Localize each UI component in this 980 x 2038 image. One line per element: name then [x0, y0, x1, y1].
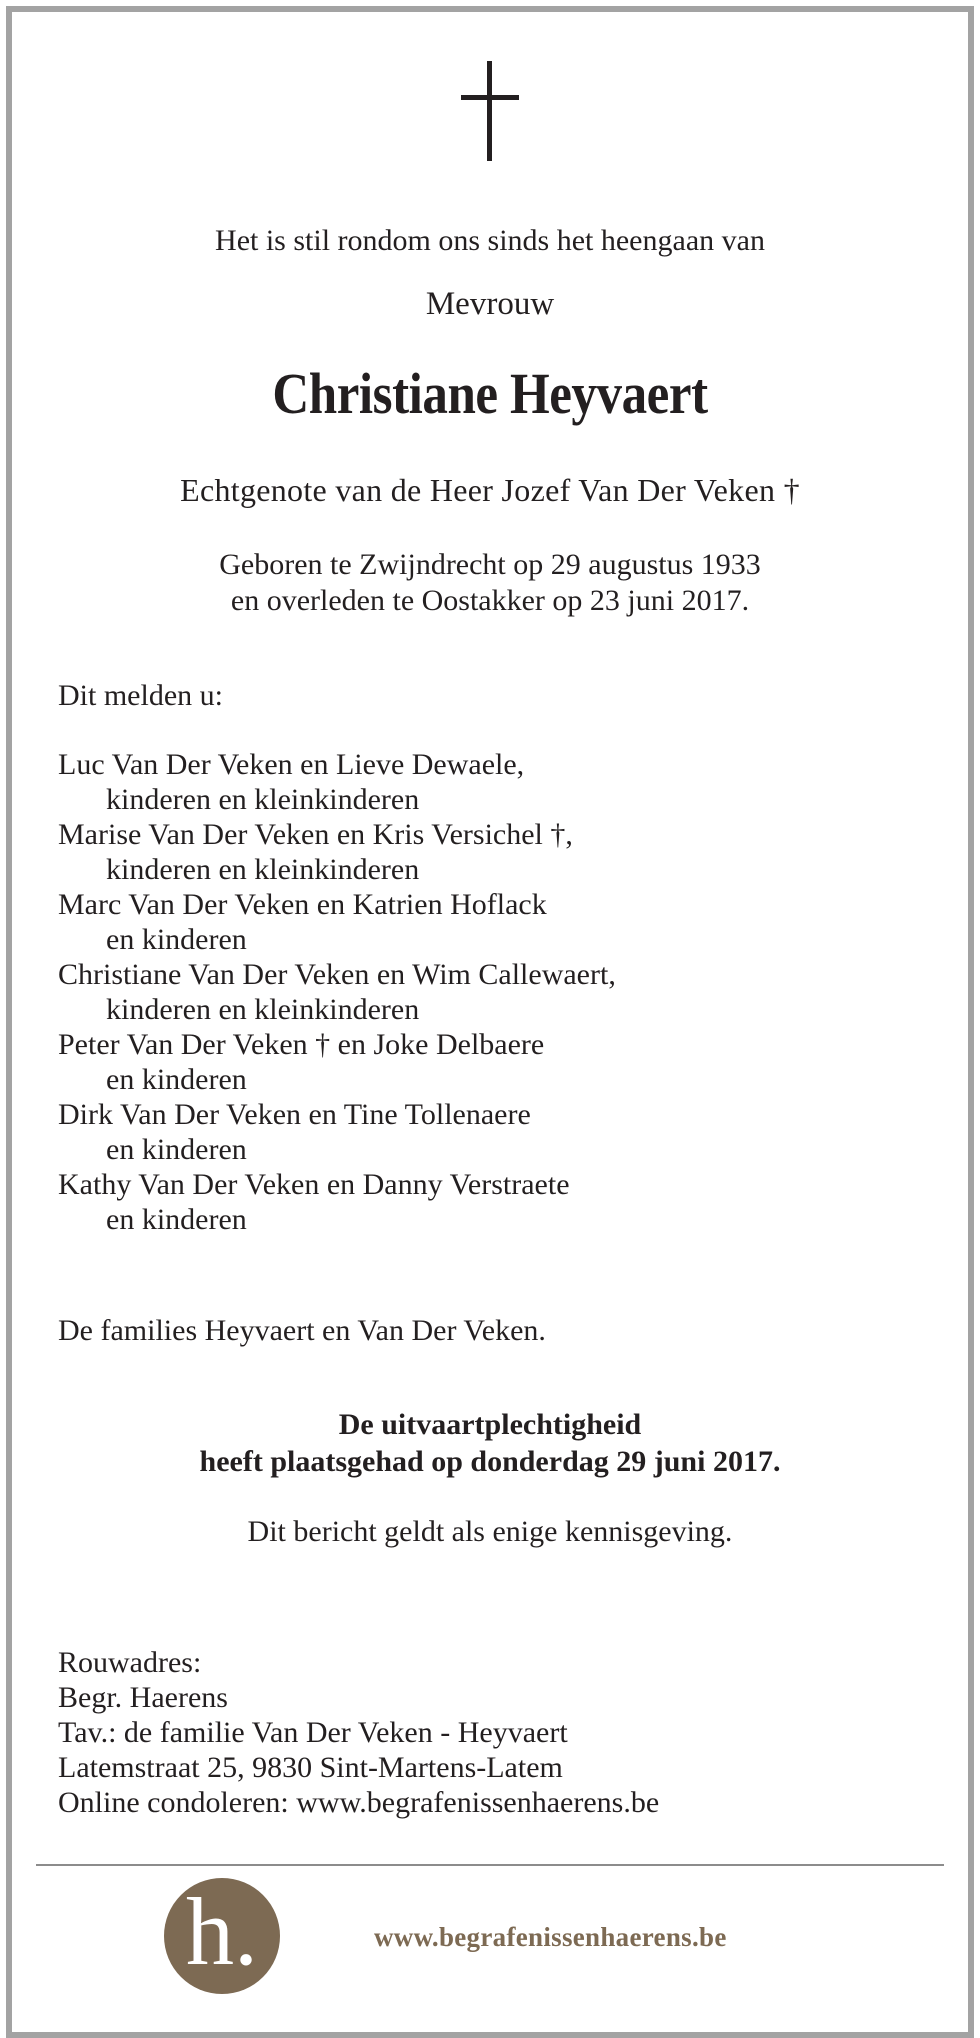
- family-entry-name: Marise Van Der Veken en Kris Versichel †,: [58, 818, 573, 851]
- family-entry: [58, 747, 616, 817]
- family-entry: [58, 1167, 616, 1237]
- funeral-date: heeft plaatsgehad op donderdag 29 juni 2017.: [199, 1445, 781, 1478]
- address-line: Begr. Haerens: [58, 1681, 228, 1714]
- address-block: [58, 1645, 659, 1820]
- family-entry: [58, 1027, 616, 1097]
- honorific: Mevrouw: [425, 286, 555, 322]
- death-line: en overleden te Oostakker op 23 juni 2017.: [230, 584, 750, 617]
- address-line: Latemstraat 25, 9830 Sint-Martens-Latem: [58, 1751, 563, 1784]
- address-label: Rouwadres:: [58, 1646, 202, 1679]
- family-entry-name: Christiane Van Der Veken en Wim Callewaert,: [58, 958, 616, 991]
- family-list: [58, 747, 616, 1237]
- condolence-line: Online condoleren: www.begrafenissenhaerens.be: [58, 1786, 660, 1819]
- notice-line: Dit bericht geldt als enige kennisgeving.: [247, 1515, 733, 1548]
- family-entry-sub: kinderen en kleinkinderen: [106, 993, 420, 1026]
- family-entry-name: Kathy Van Der Veken en Danny Verstraete: [58, 1168, 570, 1201]
- family-entry-sub: en kinderen: [106, 923, 247, 956]
- footer-divider: [36, 1864, 944, 1866]
- notify-heading: Dit melden u:: [58, 679, 223, 712]
- family-entry: [58, 957, 616, 1027]
- family-entry: [58, 817, 616, 887]
- family-entry-sub: en kinderen: [106, 1203, 247, 1236]
- family-entry: [58, 887, 616, 957]
- website-link[interactable]: www.begrafenissenhaerens.be: [374, 1922, 727, 1952]
- family-entry-sub: en kinderen: [106, 1133, 247, 1166]
- family-entry-name: Peter Van Der Veken † en Joke Delbaere: [58, 1028, 545, 1061]
- family-entry-name: Dirk Van Der Veken en Tine Tollenaere: [58, 1098, 531, 1131]
- families-line: De families Heyvaert en Van Der Veken.: [58, 1314, 546, 1347]
- cross-icon: [450, 61, 530, 161]
- family-entry-sub: kinderen en kleinkinderen: [106, 853, 420, 886]
- family-entry: [58, 1097, 616, 1167]
- address-line: Tav.: de familie Van Der Veken - Heyvaert: [58, 1716, 568, 1749]
- spouse-line: Echtgenote van de Heer Jozef Van Der Veken †: [180, 472, 800, 508]
- family-entry-sub: en kinderen: [106, 1063, 247, 1096]
- family-entry-sub: kinderen en kleinkinderen: [106, 783, 420, 816]
- family-entry-name: Luc Van Der Veken en Lieve Dewaele,: [58, 748, 525, 781]
- family-entry-name: Marc Van Der Veken en Katrien Hoflack: [58, 888, 547, 921]
- deceased-name: Christiane Heyvaert: [272, 361, 708, 426]
- intro-text: Het is stil rondom ons sinds het heengaan van: [215, 224, 765, 257]
- logo-letter: h.: [186, 1878, 258, 1985]
- funeral-heading: De uitvaartplechtigheid: [338, 1408, 642, 1441]
- birth-line: Geboren te Zwijndrecht op 29 augustus 1933: [219, 548, 761, 581]
- funeral-home-logo: [164, 1878, 280, 1994]
